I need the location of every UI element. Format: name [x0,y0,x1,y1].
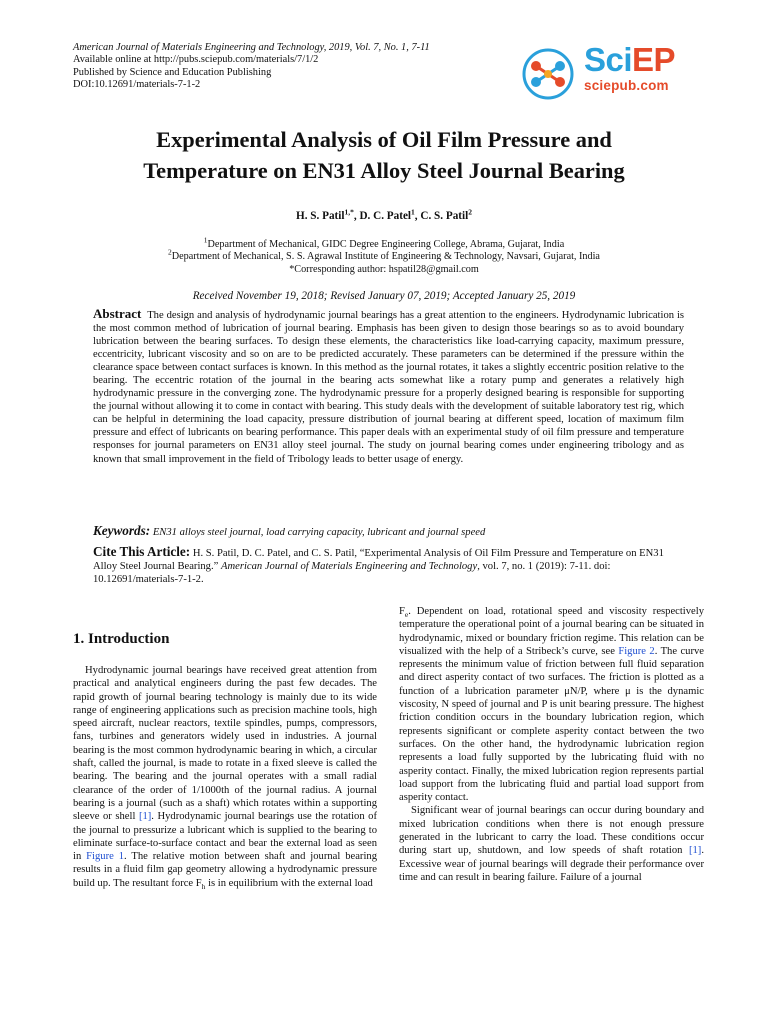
reference-link[interactable]: [1] [138,811,152,823]
figure-1-link[interactable]: Figure 1 [86,851,125,863]
paper-title: Experimental Analysis of Oil Film Pressure and Temperature on EN31 Alloy Steel Journal Bearing [143,127,625,183]
cite-this-article [93,545,684,587]
available-online-line: Available online at http://pubs.sciepub.com/materials/7/1/2 [73,54,319,66]
intro-paragraph-1-continued: $F_e$. Dependent on load, rotational speed and viscosity respectively temperature the operational point of a journal bearing can be situated in hydrodynamic, mixed or boundary friction regime. This relation can be visualized with the help of a Stribeck’s curve, see Figure 2. The curve represents the minimum value of friction between full fluid separation and direct asperity contact of two surfaces. The friction is plotted as a function of a lubrication parameter μN/P, where μ is the dynamic viscosity, N speed of journal and P is unit bearing pressure. The highest friction condition occurs in the boundary lubrication region, which represents significant or complete asperity contact between the two surfaces. On the other hand, the hydrodynamic lubrication region represents a load fully supported by the lubricating fluid with no asperity contact. Finally, the mixed lubrication region represents partial load support from the lubricating fluid and partial load support from asperity contact. [399,606,704,804]
intro-paragraph-2: Significant wear of journal bearings can occur during boundary and mixed lubrication conditions when there is not enough pressure generated in the lubricant to carry the load. These conditions occur during start up, shutdown, and low speeds of shaft rotation [1]. Excessive wear of journal bearings will degrade their performance over time and can result in bearing failure. Failure of a journal [399,805,704,883]
journal-citation-line: American Journal of Materials Engineering and Technology, 2019, Vol. 7, No. 1, 7-11 [73,42,430,53]
author-affiliation-mark: 2 [468,207,472,217]
abstract-text: The design and analysis of hydrodynamic journal bearings has a great attention to the engineers. Hydrodynamic lubrication is the most common method of lubrication of journal bearing. Emphasis has been given to design those bearings so as to avoid boundary lubrication between the bearing surfaces. To design these elements, the characteristics like load-carrying capacity, maximum pressure, eccentricity, lubricant viscosity and so on are to be predicted accurately. These parameters can be determined if the pressure within the clearance space between contact surfaces is known. In this method as the journal rotates, it takes a slightly eccentric position relative to the bearing. The eccentric rotation of the journal in the bearing acts somewhat like a rotary pump and generates a relatively high hydrodynamic pressure in the converging zone. The hydrodynamic pressure for a properly designed bearing is responsible for supporting the journal without allowing it to come in contact with bearing. This study deals with the development of suitable laboratory test rig, which can be helpful in determining the load capacity, pressure distribution of journal bearing at different speed, location of maximum film pressure and effect of lubricants on bearing performance. This paper deals with an experimental study of oil film pressure and temperature responses for journal parameters on EN31 alloy steel journal. The study on journal bearing comes under engineering tribology and as known that small improvement in the field of Tribology leads to better usage of energy. [93,310,685,465]
keywords-text: EN31 alloys steel journal, load carrying capacity, lubricant and journal speed [152,527,486,538]
author-name: D. C. Patel [359,210,412,222]
abstract-label: Abstract [93,306,142,321]
doi-line: DOI:10.12691/materials-7-1-2 [73,79,201,91]
right-column [399,605,704,884]
publisher-line: Published by Science and Education Publishing [73,66,272,78]
author-list: H. S. Patil$^{1,*}$, D. C. Patel$^1$, C. S. Patil$^2$ [296,207,472,222]
affiliation-2: $^2$Department of Mechanical, S. S. Agrawal Institute of Engineering & Technology, Navsari, Gujarat, India [168,247,600,263]
cite-label: Cite This Article: [93,544,191,559]
sciep-molecule-icon [520,48,576,100]
journal-header [73,42,503,92]
affiliations [40,235,728,276]
affiliation-1: $^1$Department of Mechanical, GIDC Degree Engineering College, Abrama, Gujarat, India [203,235,565,250]
author-name: H. S. Patil [296,210,345,222]
cite-journal: American Journal of Materials Engineering and Technology [221,561,478,573]
author-affiliation-mark: 1,* [344,207,354,217]
corresponding-author: *Corresponding author: hspatil28@gmail.com [289,263,479,275]
section-heading-introduction: 1. Introduction [73,631,170,647]
left-column [73,630,377,890]
keywords [93,524,684,539]
figure-2-link[interactable]: Figure 2 [618,645,655,657]
sciep-logo[interactable] [520,41,695,100]
sciep-wordmark: SciEP [584,41,676,78]
intro-paragraph-1: Hydrodynamic journal bearings have received great attention from practical and analytical engineers during the past few decades. The rapid growth of journal bearing technology is mainly due to its wide range of engineering applications such as precision machine tools, high speed aircraft, nuclear reactors, textile spindles, pumps, compressors, fans, turbines and generators widely used in industries. A journal bearing is the most common hydrodynamic bearing in which, a circular shaft, called the journal, is made to rotate in a fixed sleeve is called the bearing. The bearing and the journal operates with a small radial clearance of the order of 1/1000th of the journal radius. A journal bearing is a journal (such as a shaft) which rotates within a supporting sleeve or shell [1]. Hydrodynamic journal bearings use the rotation of the journal to pressurize a lubricant which is supplied to the bearing to eliminate surface-to-surface contact and bear the external load as seen in Figure 1. The relative motion between shaft and journal bearing results in a fluid film gap geometry allowing a hydrodynamic pressure build up. The resultant force $F_h$ is in equilibrium with the external load [73,665,378,891]
author-name: C. S. Patil [420,210,469,222]
author-affiliation-mark: 1 [411,207,415,217]
received-dates: Received November 19, 2018; Revised January 07, 2019; Accepted January 25, 2019 [192,290,576,302]
sciepub-url: sciepub.com [584,78,669,93]
cite-tail: , vol. 7, no. 1 (2019): 7-11. doi: 10.12691/materials-7-1-2. [93,561,611,586]
cite-text: H. S. Patil, D. C. Patel, and C. S. Patil, “Experimental Analysis of Oil Film Pressure and Temperature on EN31 Alloy Steel Journal Bearing.” [93,548,664,573]
reference-link[interactable]: [1] [688,845,702,857]
keywords-label: Keywords: [93,523,151,538]
abstract [93,307,684,466]
